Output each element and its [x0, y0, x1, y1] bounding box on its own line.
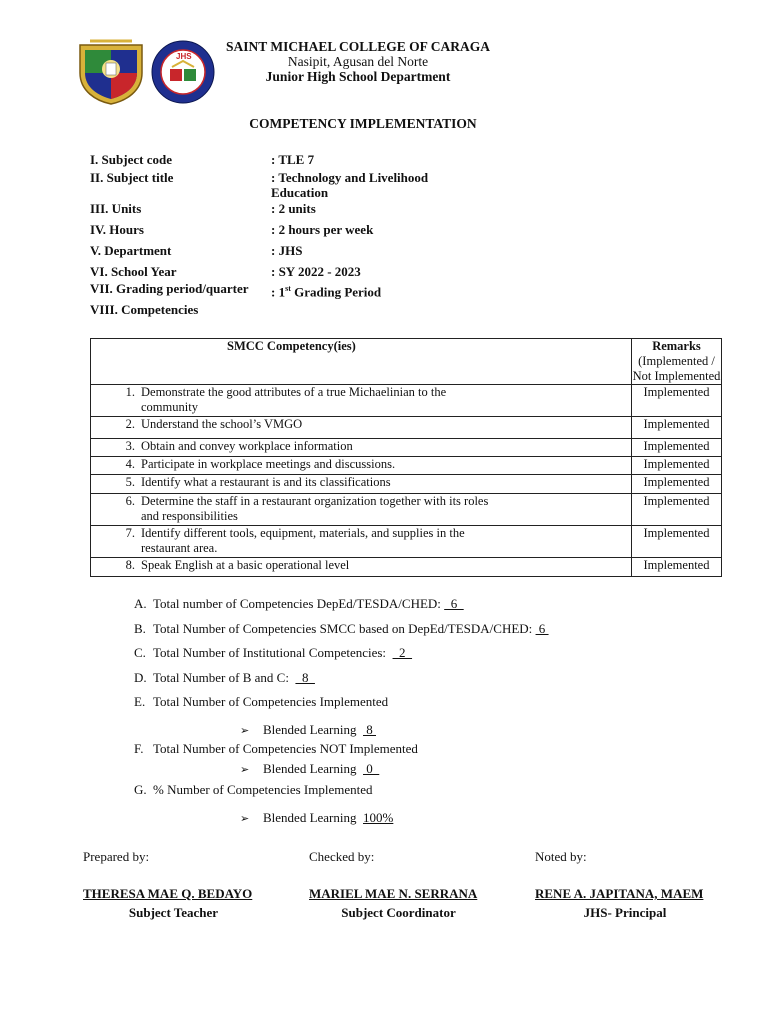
- summary-letter: C.: [134, 645, 146, 660]
- info-label: II. Subject title: [90, 170, 174, 185]
- table-row: [91, 439, 722, 457]
- info-value: : SY 2022 - 2023: [271, 264, 361, 279]
- bullet-text: Blended Learning: [263, 722, 363, 737]
- summary-text: Total Number of Competencies NOT Implemented: [153, 741, 418, 756]
- checker-name: MARIEL MAE N. SERRANA: [309, 886, 478, 901]
- summary-text: Total Number of Competencies SMCC based on DepEd/TESDA/CHED:: [153, 621, 536, 636]
- row-competency: Identify different tools, equipment, materials, and supplies in the restaurant area.: [141, 526, 465, 555]
- summary-item-a: [134, 596, 464, 612]
- summary-text: Total number of Competencies DepEd/TESDA/CHED:: [153, 596, 445, 611]
- table-row: [91, 457, 722, 475]
- preparer-role: Subject Teacher: [128, 905, 219, 920]
- row-competency: Speak English at a basic operational level: [141, 558, 350, 572]
- info-label: III. Units: [90, 201, 142, 216]
- row-remark: Implemented: [632, 385, 722, 417]
- summary-value: 2: [392, 645, 413, 660]
- header-remarks: [632, 339, 722, 385]
- summary-text: Total Number of Competencies Implemented: [153, 694, 389, 709]
- row-number: 3.: [125, 439, 135, 453]
- info-value: : 2 units: [271, 201, 316, 216]
- bullet-value: 100%: [363, 810, 394, 825]
- info-value: : JHS: [271, 243, 303, 258]
- grading-prefix: : 1: [271, 284, 286, 300]
- noter-role: JHS- Principal: [583, 905, 667, 920]
- info-value: : Technology and Livelihood Education: [271, 170, 429, 200]
- row-competency: Obtain and convey workplace information: [141, 439, 353, 453]
- checked-by-label: Checked by:: [309, 849, 375, 864]
- table-row: [91, 526, 722, 558]
- preparer-name: THERESA MAE Q. BEDAYO: [83, 886, 253, 901]
- grading-suffix: Grading Period: [290, 284, 382, 300]
- row-remark: Implemented: [632, 526, 722, 558]
- info-value: [271, 281, 471, 299]
- row-competency: Determine the staff in a restaurant organization together with its roles and responsibilities: [141, 494, 489, 523]
- bullet-value: 0: [363, 761, 380, 776]
- noter-name: RENE A. JAPITANA, MAEM: [535, 886, 704, 901]
- summary-letter: A.: [134, 596, 147, 611]
- noted-by-label: Noted by:: [535, 849, 587, 864]
- summary-item-d: [134, 670, 315, 686]
- competency-table: [90, 338, 722, 577]
- summary-value: 6: [535, 621, 549, 636]
- header-competency: SMCC Competency(ies): [91, 339, 632, 385]
- bullet-percent: [240, 810, 393, 826]
- summary-item-e: [134, 694, 388, 710]
- info-value: : 2 hours per week: [271, 222, 374, 237]
- row-number: 7.: [125, 526, 135, 540]
- department-name: Junior High School Department: [265, 69, 451, 84]
- row-number: 6.: [125, 494, 135, 508]
- row-competency: Understand the school’s VMGO: [141, 417, 303, 431]
- row-remark: Implemented: [632, 558, 722, 577]
- summary-value: 6: [444, 596, 464, 611]
- bullet-text: Blended Learning: [263, 810, 363, 825]
- table-row: [91, 417, 722, 439]
- bullet-implemented: [240, 722, 376, 738]
- summary-text: Total Number of B and C:: [153, 670, 296, 685]
- checker-role: Subject Coordinator: [341, 905, 456, 920]
- summary-letter: E.: [134, 694, 146, 709]
- row-competency: Demonstrate the good attributes of a true Michaelinian to the community: [141, 385, 447, 414]
- row-competency: Identify what a restaurant is and its classifications: [141, 475, 391, 489]
- row-remark: Implemented: [632, 457, 722, 475]
- row-number: 5.: [125, 475, 135, 489]
- remarks-subtitle: (Implemented / Not Implemented: [632, 354, 721, 383]
- bullet-value: 8: [363, 722, 376, 737]
- arrow-bullet-icon: ➢: [240, 813, 250, 825]
- summary-item-f: [134, 741, 418, 757]
- summary-letter: F.: [134, 741, 144, 756]
- row-number: 2.: [125, 417, 135, 431]
- table-row: [91, 494, 722, 526]
- row-number: 8.: [125, 558, 135, 572]
- row-number: 4.: [125, 457, 135, 471]
- row-competency: Participate in workplace meetings and discussions.: [141, 457, 396, 471]
- document-title: COMPETENCY IMPLEMENTATION: [249, 116, 477, 131]
- summary-letter: B.: [134, 621, 146, 636]
- grading-sup: st: [285, 284, 291, 293]
- summary-letter: D.: [134, 670, 147, 685]
- row-number: 1.: [125, 385, 135, 399]
- summary-letter: G.: [134, 782, 147, 797]
- remarks-title: Remarks: [652, 339, 701, 353]
- arrow-bullet-icon: ➢: [240, 764, 250, 776]
- summary-value: 8: [295, 670, 315, 685]
- college-name: SAINT MICHAEL COLLEGE OF CARAGA: [225, 39, 491, 54]
- row-remark: Implemented: [632, 494, 722, 526]
- info-value: : TLE 7: [271, 152, 315, 167]
- prepared-by-label: Prepared by:: [83, 849, 150, 864]
- info-label: VII. Grading period/quarter: [90, 281, 249, 296]
- info-label: V. Department: [90, 243, 172, 258]
- info-label: I. Subject code: [90, 152, 172, 167]
- summary-item-c: [134, 645, 412, 661]
- info-label: VIII. Competencies: [90, 302, 199, 317]
- row-remark: Implemented: [632, 439, 722, 457]
- summary-item-b: [134, 621, 549, 637]
- table-row: [91, 385, 722, 417]
- row-remark: Implemented: [632, 417, 722, 439]
- table-row: [91, 558, 722, 577]
- arrow-bullet-icon: ➢: [240, 725, 250, 737]
- table-header-row: [91, 339, 722, 385]
- bullet-text: Blended Learning: [263, 761, 363, 776]
- summary-item-g: [134, 782, 373, 798]
- bullet-not-implemented: [240, 761, 379, 777]
- summary-text: % Number of Competencies Implemented: [153, 782, 373, 797]
- college-address: Nasipit, Agusan del Norte: [287, 54, 429, 69]
- row-remark: Implemented: [632, 475, 722, 494]
- summary-text: Total Number of Institutional Competencies:: [153, 645, 393, 660]
- info-label: VI. School Year: [90, 264, 177, 279]
- info-label: IV. Hours: [90, 222, 144, 237]
- svg-text:JHS: JHS: [176, 52, 192, 61]
- table-row: [91, 475, 722, 494]
